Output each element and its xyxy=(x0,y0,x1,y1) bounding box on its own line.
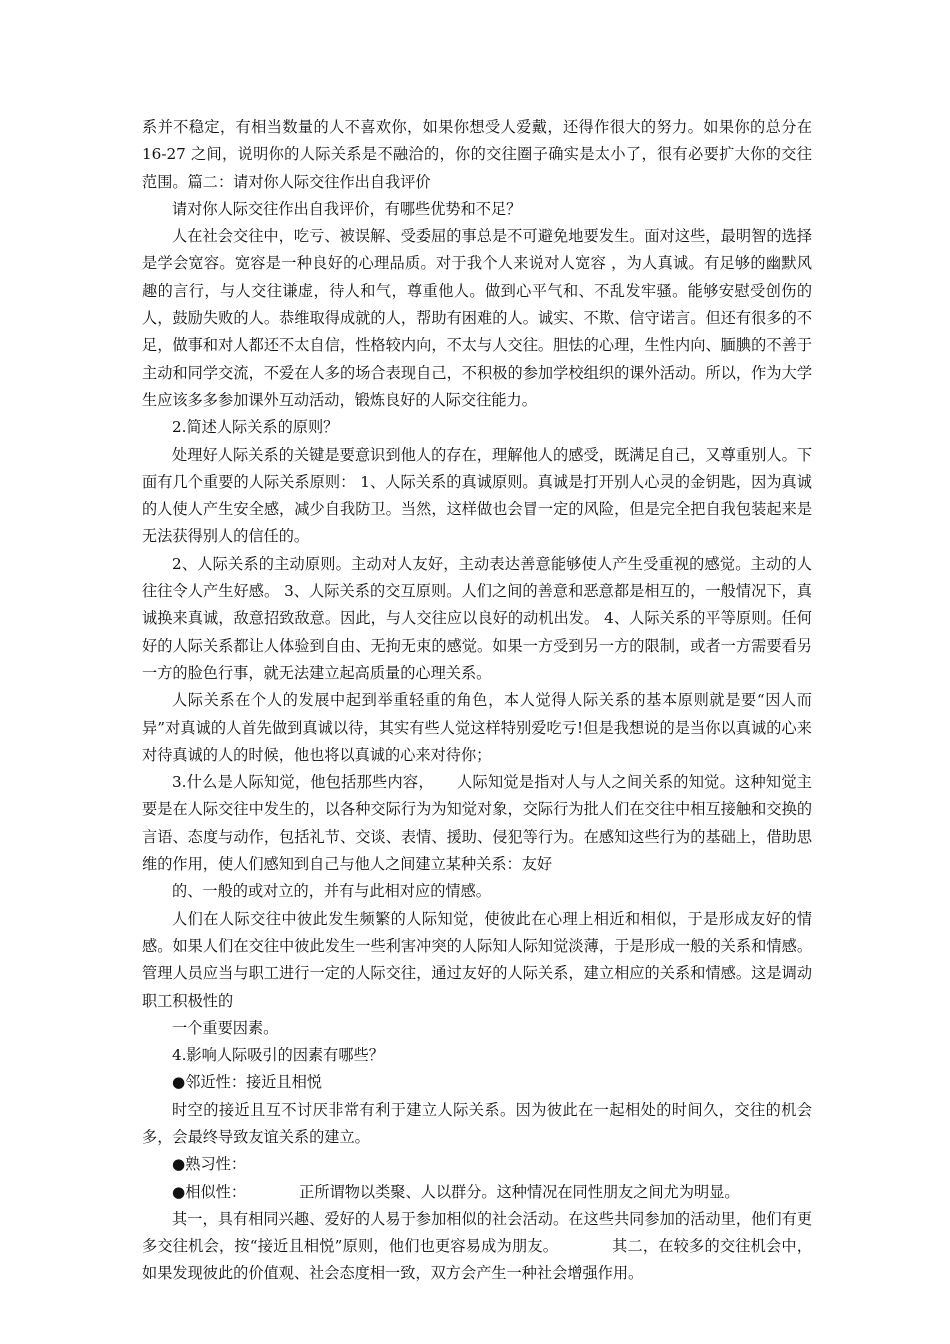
document-page xyxy=(142,114,812,1288)
paragraph: 3.什么是人际知觉，他包括那些内容， 人际知觉是指对人与人之间关系的知觉。这种知觉主要是在人际交往中发生的，以各种交际行为为知觉对象，交际行为批人们在交往中相互接触和交换的言语、态度与动作，包括礼节、交谈、表情、援助、侵犯等行为。在感知这些行为的基础上，借助思维的作用，使人们感知到自己与他人之间建立某种关系：友好 xyxy=(142,773,812,874)
section-heading: 2.简述人际关系的原则？ xyxy=(172,418,339,437)
bullet-item: ●相似性： 正所谓物以类聚、人以群分。这种情况在同性朋友之间尤为明显。 xyxy=(172,1182,740,1201)
paragraph: 人际关系在个人的发展中起到举重轻重的角色，本人觉得人际关系的基本原则就是要“因人而异”对真诚的人首先做到真诚以待，其实有些人觉这样特别爱吃亏!但是我想说的是当你以真诚的心来对待真诚的人的时候，他也将以真诚的心来对待你； xyxy=(142,691,812,764)
paragraph: 人们在人际交往中彼此发生频繁的人际知觉，使彼此在心理上相近和相似，于是形成友好的情感。如果人们在交往中彼此发生一些利害冲突的人际知人际知觉淡薄，于是形成一般的关系和情感。管理人员应当与职工进行一定的人际交往，通过友好的人际关系，建立相应的关系和情感。这是调动职工积极性的 xyxy=(142,909,812,1010)
paragraph: 时空的接近且互不讨厌非常有利于建立人际关系。因为彼此在一起相处的时间久，交往的机会多，会最终导致友谊关系的建立。 xyxy=(142,1100,812,1146)
paragraph: 一个重要因素。 xyxy=(172,1018,279,1037)
paragraph: 的、一般的或对立的，并有与此相对应的情感。 xyxy=(172,882,491,901)
paragraph: 2、人际关系的主动原则。主动对人友好，主动表达善意能够使人产生受重视的感觉。主动的人往往令人产生好感。 3、人际关系的交互原则。人们之间的善意和恶意都是相互的，一般情况下，真诚换来真诚，敌意招致敌意。因此，与人交往应以良好的动机出发。 4、人际关系的平等原则。任何好的人际关系都让人体验到自由、无拘无束的感觉。如果一方受到另一方的限制，或者一方需要看另一方的脸色行事，就无法建立起高质量的心理关系。 xyxy=(142,554,812,682)
bullet-item: ●邻近性：接近且相悦 xyxy=(172,1073,322,1092)
paragraph: 人在社会交往中，吃亏、被误解、受委屈的事总是不可避免地要发生。面对这些，最明智的选择是学会宽容。宽容是一种良好的心理品质。对于我个人来说对人宽容 ，为人真诚。有足够的幽默风趣的言行，与人交往谦虚，待人和气，尊重他人。做到心平气和、不乱发牢骚。能够安慰受创伤的人，鼓励失败的人。恭维取得成就的人，帮助有困难的人。诚实、不欺、信守诺言。但还有很多的不足，做事和对人都还不太自信，性格较内向，不太与人交往。胆怯的心理，生性内向、腼腆的不善于主动和同学交流，不爱在人多的场合表现自己，不积极的参加学校组织的课外活动。所以，作为大学生应该多多参加课外互动活动，锻炼良好的人际交往能力。 xyxy=(142,227,812,409)
question-heading: 请对你人际交往作出自我评价，有哪些优势和不足？ xyxy=(172,199,522,218)
paragraph: 处理好人际关系的关键是要意识到他人的存在，理解他人的感受，既满足自己，又尊重别人。下面有几个重要的人际关系原则： 1、人际关系的真诚原则。真诚是打开别人心灵的金钥匙，因为真诚的人使人产生安全感，减少自我防卫。当然，这样做也会冒一定的风险，但是完全把自我包装起来是无法获得别人的信任的。 xyxy=(142,445,812,546)
paragraph: 其一，具有相同兴趣、爱好的人易于参加相似的社会活动。在这些共同参加的活动里，他们有更多交往机会，按“接近且相悦”原则，他们也更容易成为朋友。 其二，在较多的交往机会中，如果发现彼此的价值观、社会态度相一致，双方会产生一种社会增强作用。 xyxy=(142,1209,812,1283)
paragraph-continuation: 系并不稳定，有相当数量的人不喜欢你，如果你想受人爱戴，还得作很大的努力。如果你的总分在 16-27 之间，说明你的人际关系是不融洽的，你的交往圈子确实是太小了，很有必要扩大你的交往范围。篇二：请对你人际交往作出自我评价 xyxy=(142,118,812,191)
section-heading: 4.影响人际吸引的因素有哪些？ xyxy=(172,1046,384,1065)
bullet-item: ●熟习性： xyxy=(172,1155,247,1174)
